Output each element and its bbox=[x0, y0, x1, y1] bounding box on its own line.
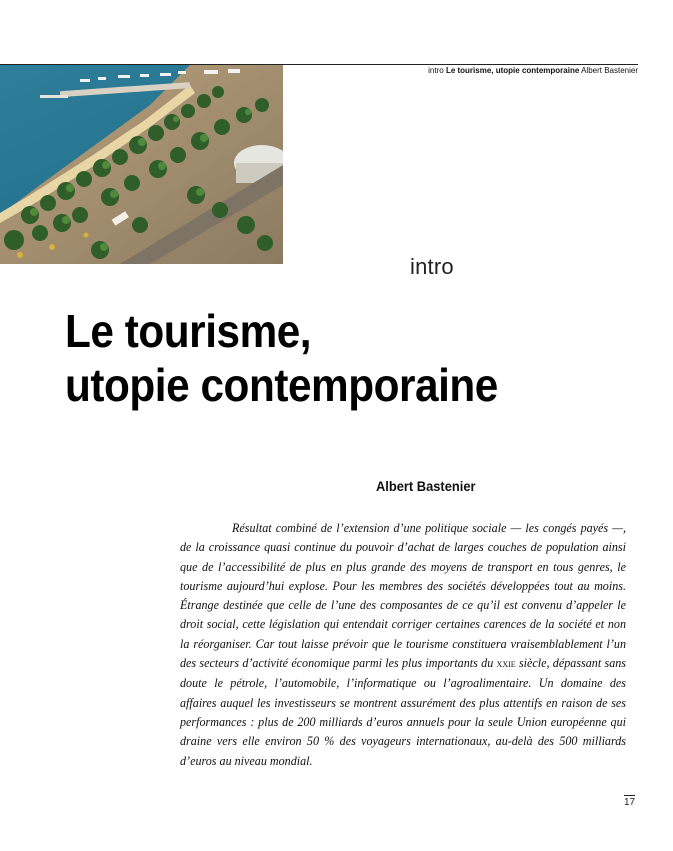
page-number: 17 bbox=[624, 797, 636, 808]
running-head bbox=[428, 66, 638, 75]
running-head-section: intro bbox=[428, 66, 444, 75]
century-numeral: xxie bbox=[496, 658, 516, 671]
author-name: Albert Bastenier bbox=[376, 478, 476, 494]
title-line-2: utopie contemporaine bbox=[65, 359, 498, 411]
abstract-text-part-1: Résultat combiné de l’extension d’une politique sociale — les congés payés —, de la croissance quasi continue du pouvoir d’achat de larges couches de population ainsi que de l’accessibilité de plus en plus grande des moyens de transport en tous genres, le tourisme aujourd’hui explose. Pour les membres des sociétés développées tout au moins. Étrange destinée que celle de l’une des composantes de ce qu’il est convenu d’appeler le droit social, cette législation qui entendait corriger certaines carences de la société et non la réorganiser. Car tout laisse prévoir que le tourisme constituera vraisemblablement l’un des secteurs d’activité économique parmi les plus importants du bbox=[180, 521, 626, 671]
page-title bbox=[65, 304, 498, 412]
running-head-author: Albert Bastenier bbox=[581, 66, 638, 75]
title-line-1: Le tourisme, bbox=[65, 305, 312, 357]
seaside-promenade-photo bbox=[0, 65, 283, 264]
abstract-paragraph bbox=[180, 519, 626, 771]
running-head-title: Le tourisme, utopie contemporaine bbox=[445, 66, 580, 75]
abstract-text-part-2: siècle, dépassant sans doute le pétrole, l’automobile, l’informatique ou l’agroalimentaire. Un domaine des affaires auquel les investisseurs se montrent assurément des plus attentifs en raison de ses performances : plus de 200 milliards d’euros annuels pour la seule Union européenne qui draine vers elle environ 50 % des voyageurs internationaux, au-delà des 500 milliards d’euros au niveau mondial. bbox=[180, 656, 626, 768]
section-label: intro bbox=[410, 254, 454, 279]
